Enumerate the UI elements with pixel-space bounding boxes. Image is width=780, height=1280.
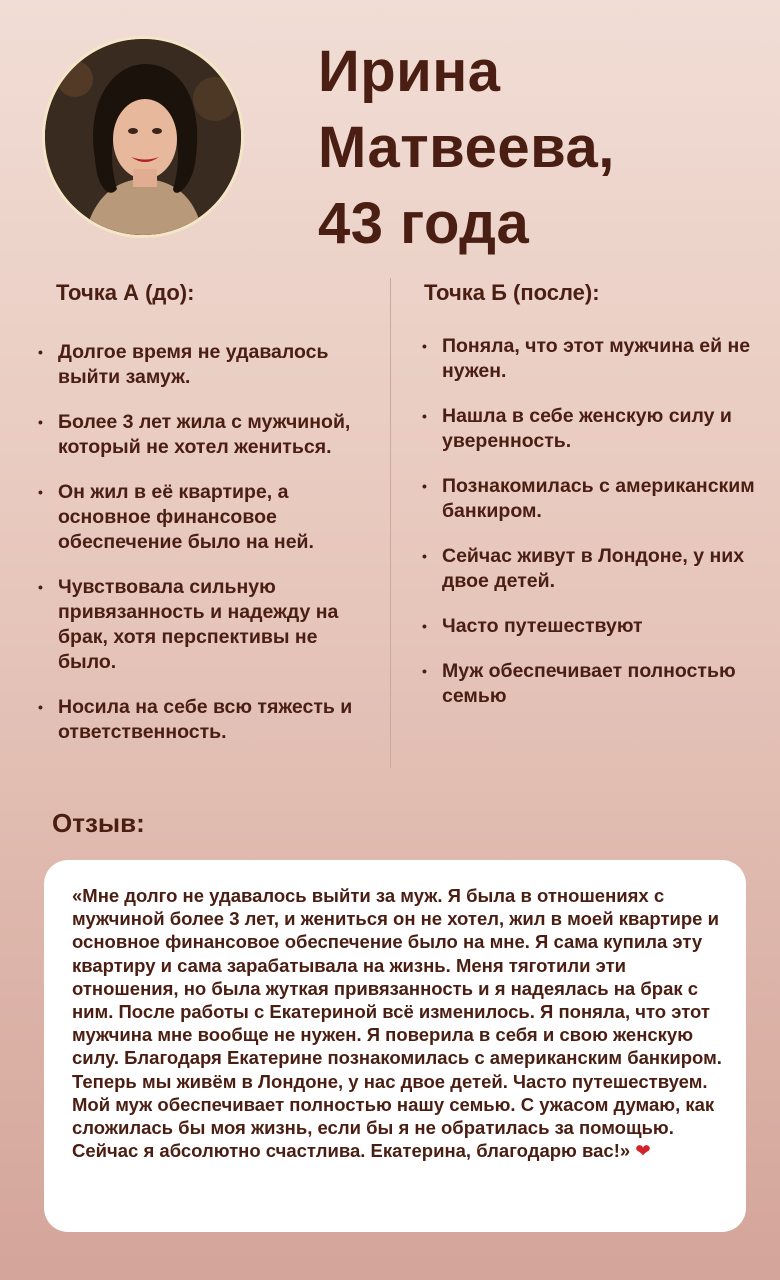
point-a-list <box>38 340 378 765</box>
avatar <box>42 36 244 238</box>
point-a-title: Точка А (до): <box>56 280 195 305</box>
point-a-item: • Носила на себе всю тяжесть и ответственность. <box>38 695 378 745</box>
name-line-3: 43 года <box>318 191 530 256</box>
point-b-item: • Нашла в себе женскую силу и уверенность. <box>422 404 762 454</box>
point-b-item: • Сейчас живут в Лондоне, у них двое детей. <box>422 544 762 594</box>
point-b-item: • Муж обеспечивает полностью семью <box>422 659 762 709</box>
name-line-2: Матвеева, <box>318 115 615 180</box>
point-a-item: • Чувствовала сильную привязанность и надежду на брак, хотя перспективы не было. <box>38 575 378 675</box>
point-a-item: • Долгое время не удавалось выйти замуж. <box>38 340 378 390</box>
review-text <box>72 884 728 1162</box>
review-body: «Мне долго не удавалось выйти за муж. Я была в отношениях с мужчиной более 3 лет, и жениться он не хотел, жил в моей квартире и основное финансовое обеспечение было на мне. Я сама купила эту квартиру и сама зарабатывала на жизнь. Меня тяготили эти отношения, но была жуткая привязанность и я надеялась на брак с ним. После работы с Екатериной всё изменилось. Я поняла, что этот мужчина мне вообще не нужен. Я поверила в себя и свою женскую силу. Благодаря Екатерине познакомилась с американским банкиром. Теперь мы живём в Лондоне, у нас двое детей. Часто путешествуем. Мой муж обеспечивает полностью нашу семью. С ужасом думаю, как сложилась бы моя жизнь, если бы я не обратилась за помощью. Сейчас я абсолютно счастлива. Екатерина, благодарю вас!» <box>72 885 722 1162</box>
point-b-list <box>422 334 762 729</box>
column-divider <box>390 278 391 768</box>
person-name <box>318 34 615 262</box>
heart-icon: ❤ <box>635 1140 651 1162</box>
point-a-item: • Он жил в её квартире, а основное финансовое обеспечение было на ней. <box>38 480 378 555</box>
portrait-image <box>45 39 241 235</box>
review-title: Отзыв: <box>52 808 145 838</box>
point-a-item: • Более 3 лет жила с мужчиной, который не хотел жениться. <box>38 410 378 460</box>
point-b-item: • Познакомилась с американским банкиром. <box>422 474 762 524</box>
name-line-1: Ирина <box>318 39 501 104</box>
point-b-item: • Часто путешествуют <box>422 614 762 639</box>
point-b-item: • Поняла, что этот мужчина ей не нужен. <box>422 334 762 384</box>
point-b-title: Точка Б (после): <box>424 280 600 305</box>
